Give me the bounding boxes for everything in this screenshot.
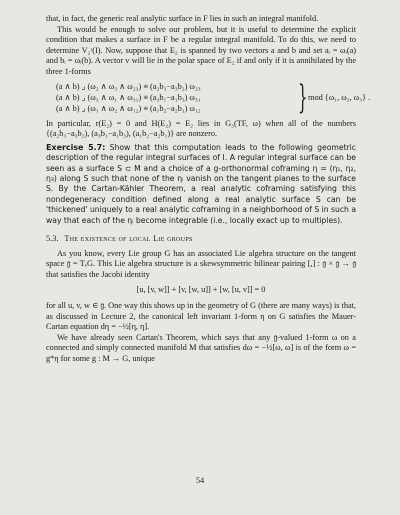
page-number: 54 (195, 476, 205, 485)
equation-block (46, 76, 371, 116)
equation-brace: } (298, 76, 308, 116)
paragraph-4: As you know, every Lie group G has an associated Lie algebra structure on the tangent space 𝔤 = TₑG. This Lie algebra structure is a skewsymmetric bilinear pairing [,] : 𝔤 × 𝔤 → 𝔤 that satisfies the Jacobi identity (46, 248, 356, 279)
equation-line-2: (a ∧ b) ⌟ (ω₃ ∧ ω₁ ∧ ω₃₁) ≡ (a₃b₁−a₁b₃) ω₃₁ (56, 92, 201, 102)
equation-line-1: (a ∧ b) ⌟ (ω₂ ∧ ω₃ ∧ ω₂₃) ≡ (a₂b₃−a₃b₂) ω₂₃ (56, 81, 201, 91)
exercise-label: Exercise 5.7: (46, 142, 106, 152)
equation-modulus: mod {ω₁, ω₂, ω₃} . (308, 92, 371, 102)
jacobi-identity-equation: [u, [v, w]] + [v, [w, u]] + [w, [u, v]] = 0 (136, 285, 266, 295)
paragraph-3: In particular, r(E₂) = 0 and H(E₂) = E₂ lies in G₃(TF, ω) when all of the numbers {(a₂b₃−a₃b₂), (a₃b₁−a₁b₃), (a₁b₂−a₂b₁)} are nonzero. (46, 118, 356, 139)
exercise-5-7 (46, 143, 356, 226)
section-title: The existence of local Lie groups (64, 234, 193, 243)
paragraph-6: We have already seen Cartan's Theorem, which says that any 𝔤-valued 1-form ω on a connected and simply connected manifold M that satisfies dω = −½[ω, ω] is of the form ω = g*η for some g : M → G, unique (46, 332, 356, 363)
paragraph-1: that, in fact, the generic real analytic surface in F lies in such an integral manifold. (46, 14, 319, 23)
paragraph-5: for all u, v, w ∈ 𝔤. One way this shows up in the geometry of G (there are many ways) is that, as discussed in Lecture 2, the canonical left invariant 1-form η on G satisfies the Mauer-Cartan equation dη = −½[η, η]. (46, 300, 356, 332)
exercise-body: Show that this computation leads to the following geometric description of the regular integral surfaces of I. A regular integral surface can be seen as a surface S ⊂ M and a choice of a g-orthonormal coframing η = (η₁, η₂, η₃) along S such that none of the ηᵢ vanish on the tangent planes to the surface S. By the Cartan-Kähler Theorem, a real analytic coframing satisfying this nondegeneracy condition defined along a real analytic surface S can be 'thickened' uniquely to a real analytic coframing in a neighborhood of S in such a way that each of the ηᵢ become integrable (i.e., locally exact up to multiples). (46, 142, 356, 225)
section-number: 5.3. (46, 234, 59, 243)
section-heading (46, 234, 356, 245)
equation-line-3: (a ∧ b) ⌟ (ω₁ ∧ ω₂ ∧ ω₁₂) ≡ (a₁b₂−a₂b₁) ω₁₂ (56, 103, 201, 113)
paragraph-2: This would be enough to solve our problem, but it is useful to determine the explicit condition that makes a surface in F be a regular integral manifold. To do this, we need to determine V₂ʳ(I). Now, suppose that E₂ is spanned by two vectors a and b and set aᵢ = ωᵢ(a) and bᵢ = ωᵢ(b). A vector v will lie in the polar space of E₂ if and only if it is annihilated by the three 1-forms (46, 24, 356, 76)
